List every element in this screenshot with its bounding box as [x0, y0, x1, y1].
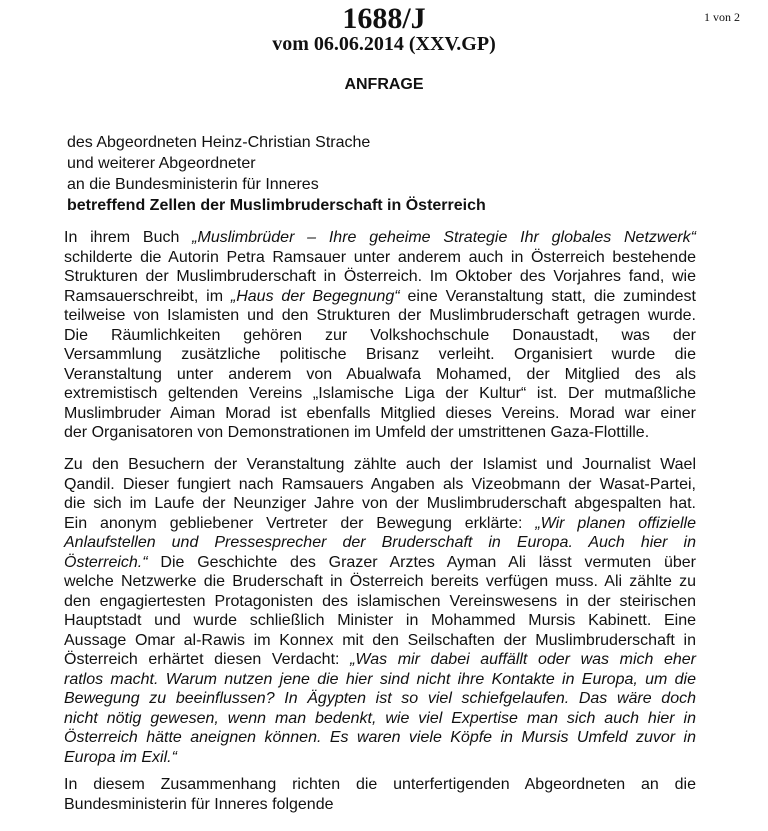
text-line: Zu den Besuchern der Veranstaltung zählte auch der Islamist und Journalist Wael	[64, 456, 696, 473]
document-type-heading: ANFRAGE	[344, 76, 424, 93]
text-line: Aussage Omar al-Rawis im Konnex mit den Seilschaften der Muslimbruderschaft in	[64, 631, 696, 649]
page-indicator: 1 von 2	[704, 10, 740, 24]
quote: nicht nötig gewesen, wenn man bedenkt, wie viel Expertise man sich auch hier in	[64, 709, 696, 727]
body-paragraph-1	[64, 228, 696, 443]
addressee-line: und weiterer Abgeordneter	[67, 155, 256, 172]
quote: Europa im Exil.“	[64, 748, 177, 766]
text-line: Versammlung zusätzliche politische Brisanz verleiht. Organisiert wurde die	[64, 346, 696, 363]
quote: „Was mir dabei auffällt oder was mich eher	[350, 651, 697, 668]
text-line: den engagiertesten Protagonisten des islamischen Vereinswesens in der steirischen	[64, 592, 696, 610]
document-date: vom 06.06.2014 (XXV.GP)	[272, 33, 496, 55]
text-line	[64, 670, 696, 690]
text-line	[64, 689, 696, 709]
book-title: „Muslimbrüder – Ihre geheime Strategie Ihr globales Netzwerk“	[192, 229, 696, 246]
text-line: extremistisch geltenden Vereins „Islamische Liga der Kultur“ ist. Der mutmaßliche	[64, 385, 696, 402]
document-number: 1688/J	[342, 2, 426, 35]
text-line: Hauptstadt und wurde schließlich Minister in Mohammed Mursis Kabinett. Eine	[64, 612, 696, 629]
text-line: schilderte die Autorin Petra Ramsauer unter anderem auch in Österreich bestehende	[64, 248, 696, 266]
text-line	[64, 709, 696, 729]
body-paragraph-3	[64, 775, 696, 814]
venue-name: „Haus der Begegnung“	[230, 287, 400, 305]
subject-line: betreffend Zellen der Muslimbruderschaft in Österreich	[67, 197, 486, 214]
text-line: Qandil. Dieser fungiert nach Ramsauers Angaben als Vizeobmann der Wasat-Partei,	[64, 475, 696, 493]
text-line: Muslimbruder Aiman Morad ist ebenfalls Mitglied dieses Vereins. Morad war einer	[64, 404, 696, 422]
text-line: Österreich erhärtet diesen Verdacht: „Was mir dabei auffällt oder was mich eher	[64, 651, 697, 668]
text-line: teilweise von Islamisten und den Strukturen der Muslimbruderschaft getragen wurde.	[64, 307, 696, 324]
quote: Österreich.“	[64, 553, 148, 571]
quote: „Wir planen offizielle	[535, 514, 696, 532]
addressee-line: an die Bundesministerin für Inneres	[67, 176, 319, 193]
text-line: der Organisatoren von Demonstrationen im Umfeld der umstrittenen Gaza-Flottille.	[64, 424, 650, 441]
text-line	[64, 533, 696, 553]
text-line: Ein anonym gebliebener Vertreter der Bewegung erklärte: „Wir planen offizielle	[64, 514, 696, 532]
text-line: Österreich.“ Die Geschichte des Grazer Arztes Ayman Ali lässt vermuten über	[64, 553, 696, 571]
text-line: In ihrem Buch „Muslimbrüder – Ihre geheime Strategie Ihr globales Netzwerk“	[64, 229, 696, 246]
addressee-line: des Abgeordneten Heinz-Christian Strache	[67, 134, 371, 151]
text-line: Strukturen der Muslimbruderschaft in Österreich. Im Oktober des Vorjahres fand, wie	[64, 268, 696, 285]
text-line: Die Räumlichkeiten gehören zur Volkshochschule Donaustadt, was der	[64, 326, 696, 344]
text-line	[64, 728, 696, 748]
text-line: die sich im Laufe der Neunziger Jahre von der Muslimbruderschaft abgespalten hat.	[64, 495, 696, 512]
text-line: In diesem Zusammenhang richten die unterfertigenden Abgeordneten an die	[64, 776, 696, 793]
quote: Bewegung zu beeinflussen? In Ägypten ist so viel schiefgelaufen. Das wäre doch	[64, 690, 696, 707]
text-line: welche Netzwerke die Bruderschaft in Österreich bereits verfügen muss. Ali zählte zu	[64, 573, 696, 590]
quote: Österreich hätte aneignen können. Es waren viele Köpfe in Mursis Umfeld zuvor in	[64, 729, 696, 746]
text-line	[64, 748, 696, 768]
quote: Anlaufstellen und Pressesprecher der Bruderschaft in Europa. Auch hier in	[64, 534, 696, 551]
addressee-block	[67, 132, 707, 216]
text-line: Ramsauerschreibt, im „Haus der Begegnung“ eine Veranstaltung statt, die zumindest	[64, 287, 697, 305]
text-line: Veranstaltung unter anderem von Abualwafa Mohamed, der Mitglied des als	[64, 365, 696, 383]
quote: ratlos macht. Warum nutzen jene die hier sind nicht ihre Kontakte in Europa, um die	[64, 670, 696, 688]
body-paragraph-2	[64, 455, 696, 767]
text-line: Bundesministerin für Inneres folgende	[64, 795, 334, 813]
